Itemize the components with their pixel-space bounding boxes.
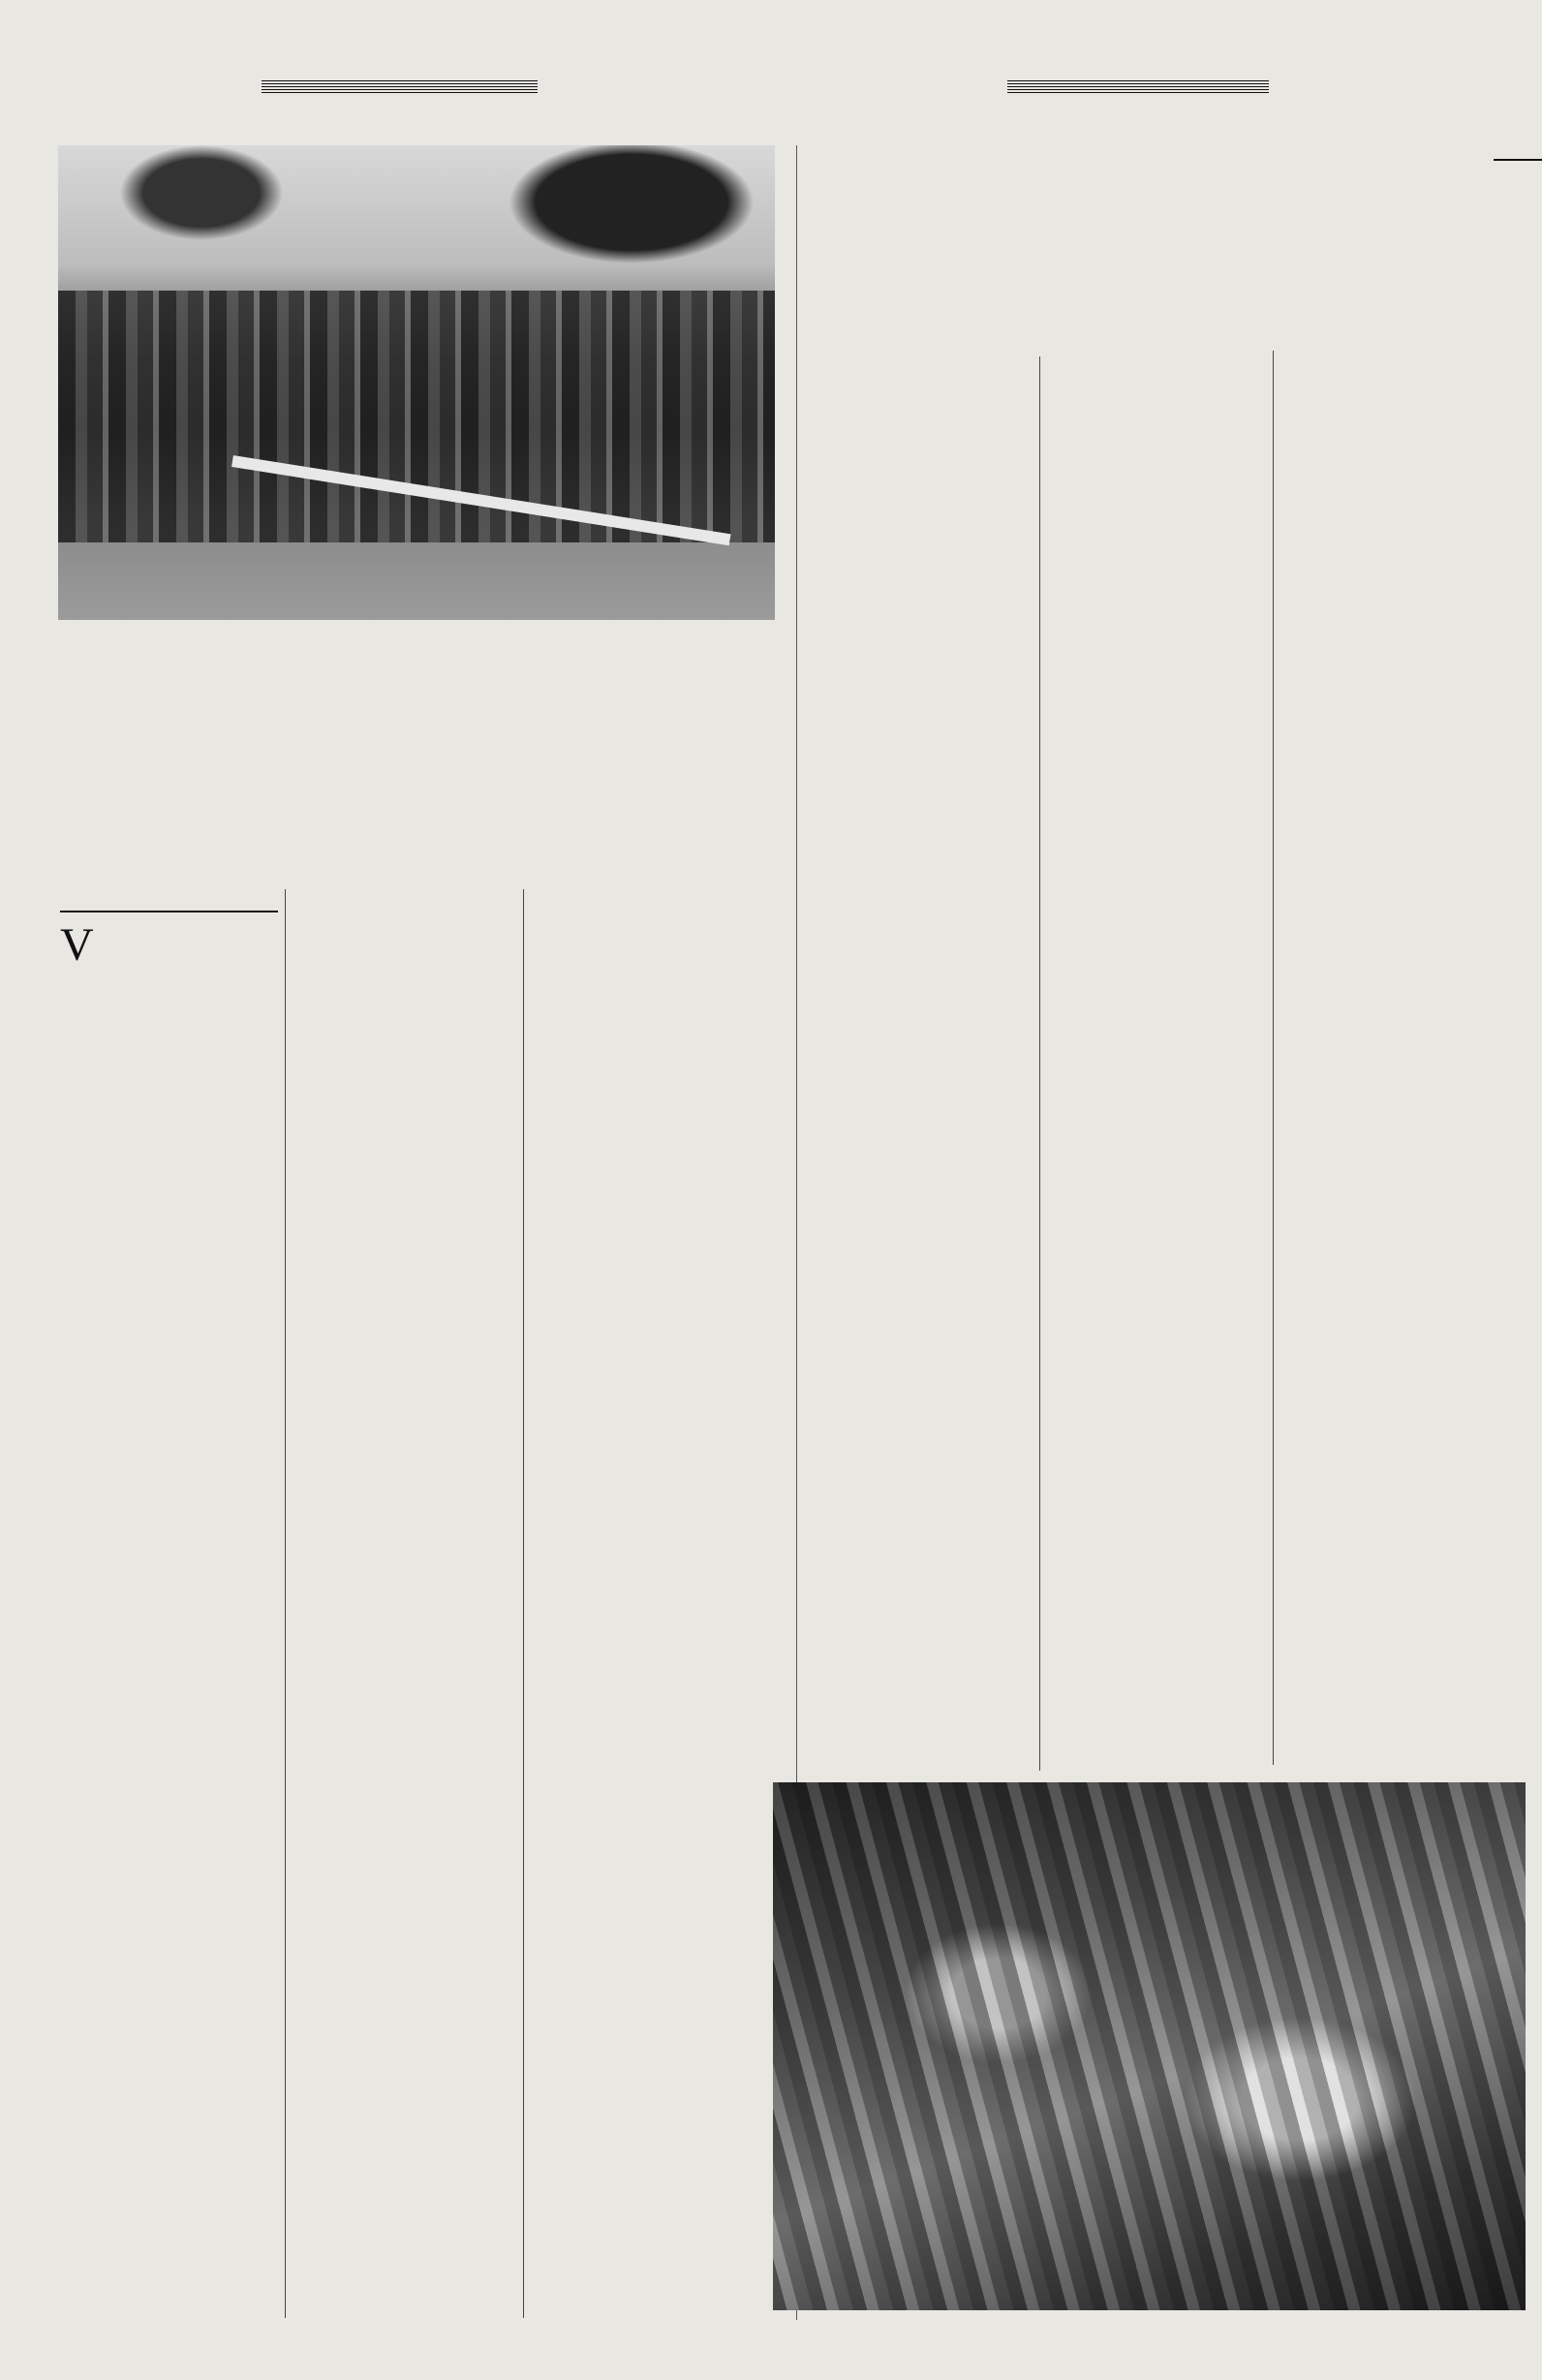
- article-left-column-2: [293, 889, 511, 2323]
- column-divider: [1039, 356, 1040, 1771]
- column-divider: [285, 889, 286, 2318]
- article-right-column-2: [1048, 356, 1267, 1771]
- article-right-column-1: [812, 358, 1033, 1773]
- article-left-column-3: [533, 889, 752, 2323]
- header-rule-left: [262, 79, 538, 93]
- drop-cap: V: [60, 925, 94, 971]
- paragraph: [1279, 355, 1490, 358]
- photo-malawi-well: [58, 145, 775, 620]
- photo-student-demonstration: [773, 1782, 1526, 2310]
- column-divider: [1273, 351, 1274, 1765]
- subheading-mobilitazione: [1279, 355, 1490, 358]
- paragraph: [1279, 355, 1490, 358]
- paragraph: [1279, 355, 1490, 358]
- byline-rule: [60, 911, 278, 912]
- column-divider: [523, 889, 524, 2318]
- adjacent-page-strip: [1494, 145, 1542, 2380]
- article-right-column-3: [1279, 347, 1515, 1775]
- paragraph: [1279, 347, 1490, 351]
- paragraph: [1279, 355, 1490, 358]
- article-right-title: [817, 170, 1494, 184]
- paragraph: [1279, 355, 1490, 358]
- paragraph: [1279, 355, 1490, 358]
- article-left-column-1: [60, 925, 279, 2320]
- paragraph: [1279, 355, 1490, 358]
- paragraph: [1279, 355, 1490, 358]
- adjacent-page-tag: [1494, 159, 1542, 161]
- paragraph: [1279, 355, 1490, 358]
- header-rule-right: [1007, 79, 1269, 93]
